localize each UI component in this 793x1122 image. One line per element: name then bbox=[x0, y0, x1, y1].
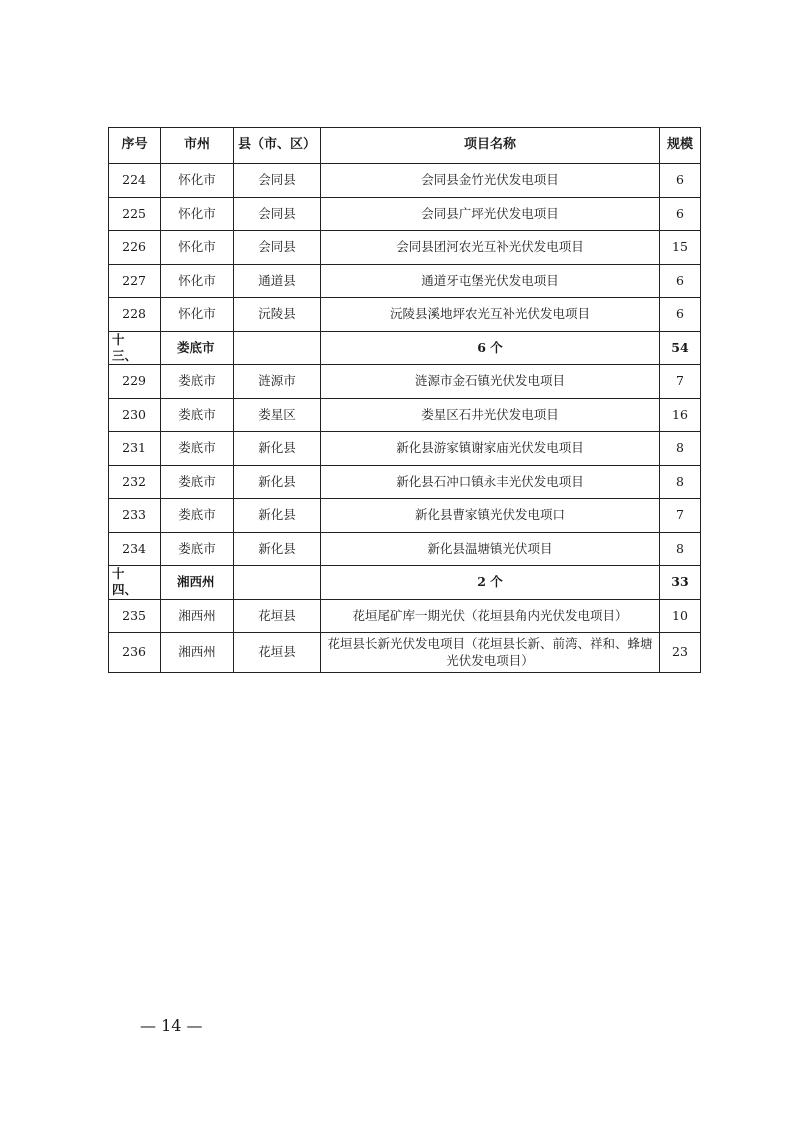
table-row bbox=[109, 432, 701, 466]
cell-no: 十四、 bbox=[109, 566, 161, 600]
cell-no: 224 bbox=[109, 164, 161, 198]
cell-scale: 7 bbox=[660, 499, 701, 533]
table-row bbox=[109, 264, 701, 298]
cell-project: 新化县曹家镇光伏发电项口 bbox=[321, 499, 660, 533]
cell-project: 新化县石冲口镇永丰光伏发电项目 bbox=[321, 465, 660, 499]
cell-scale: 6 bbox=[660, 197, 701, 231]
cell-no: 229 bbox=[109, 365, 161, 399]
cell-city: 湘西州 bbox=[161, 633, 234, 673]
cell-county: 新化县 bbox=[234, 465, 321, 499]
cell-no: 232 bbox=[109, 465, 161, 499]
cell-county: 涟源市 bbox=[234, 365, 321, 399]
cell-city: 怀化市 bbox=[161, 197, 234, 231]
cell-project: 沅陵县溪地坪农光互补光伏发电项目 bbox=[321, 298, 660, 332]
cell-city: 湘西州 bbox=[161, 566, 234, 600]
cell-project: 会同县广坪光伏发电项目 bbox=[321, 197, 660, 231]
cell-no: 233 bbox=[109, 499, 161, 533]
header-scale: 规模 bbox=[660, 128, 701, 164]
cell-county bbox=[234, 331, 321, 365]
header-project: 项目名称 bbox=[321, 128, 660, 164]
table-row bbox=[109, 465, 701, 499]
cell-county: 通道县 bbox=[234, 264, 321, 298]
cell-scale: 10 bbox=[660, 599, 701, 633]
table-header-row bbox=[109, 128, 701, 164]
table-row bbox=[109, 231, 701, 265]
cell-county: 花垣县 bbox=[234, 599, 321, 633]
cell-city: 娄底市 bbox=[161, 499, 234, 533]
table-row bbox=[109, 197, 701, 231]
cell-no: 225 bbox=[109, 197, 161, 231]
cell-county: 新化县 bbox=[234, 532, 321, 566]
cell-city: 怀化市 bbox=[161, 231, 234, 265]
project-table bbox=[108, 127, 701, 673]
cell-county: 会同县 bbox=[234, 231, 321, 265]
cell-project: 娄星区石井光伏发电项目 bbox=[321, 398, 660, 432]
cell-city: 湘西州 bbox=[161, 599, 234, 633]
cell-county: 会同县 bbox=[234, 197, 321, 231]
cell-no: 236 bbox=[109, 633, 161, 673]
cell-scale: 8 bbox=[660, 532, 701, 566]
cell-project: 会同县金竹光伏发电项目 bbox=[321, 164, 660, 198]
table-group-row bbox=[109, 331, 701, 365]
cell-city: 怀化市 bbox=[161, 298, 234, 332]
table-row bbox=[109, 532, 701, 566]
cell-city: 娄底市 bbox=[161, 532, 234, 566]
cell-no: 228 bbox=[109, 298, 161, 332]
cell-scale: 33 bbox=[660, 566, 701, 600]
cell-city: 娄底市 bbox=[161, 398, 234, 432]
cell-no: 230 bbox=[109, 398, 161, 432]
cell-county bbox=[234, 566, 321, 600]
cell-scale: 6 bbox=[660, 164, 701, 198]
cell-city: 娄底市 bbox=[161, 331, 234, 365]
table-row bbox=[109, 633, 701, 673]
cell-county: 花垣县 bbox=[234, 633, 321, 673]
cell-scale: 7 bbox=[660, 365, 701, 399]
table-row bbox=[109, 499, 701, 533]
cell-scale: 6 bbox=[660, 298, 701, 332]
cell-no: 231 bbox=[109, 432, 161, 466]
cell-project: 2 个 bbox=[321, 566, 660, 600]
table-group-row bbox=[109, 566, 701, 600]
cell-county: 娄星区 bbox=[234, 398, 321, 432]
cell-city: 娄底市 bbox=[161, 365, 234, 399]
cell-city: 怀化市 bbox=[161, 264, 234, 298]
cell-project: 花垣县长新光伏发电项目（花垣县长新、前湾、祥和、蜂塘光伏发电项目） bbox=[321, 633, 660, 673]
cell-no: 235 bbox=[109, 599, 161, 633]
header-city: 市州 bbox=[161, 128, 234, 164]
cell-project: 新化县游家镇谢家庙光伏发电项目 bbox=[321, 432, 660, 466]
cell-city: 娄底市 bbox=[161, 465, 234, 499]
cell-scale: 16 bbox=[660, 398, 701, 432]
cell-county: 新化县 bbox=[234, 432, 321, 466]
cell-scale: 8 bbox=[660, 432, 701, 466]
table-row bbox=[109, 164, 701, 198]
cell-project: 会同县团河农光互补光伏发电项目 bbox=[321, 231, 660, 265]
cell-county: 会同县 bbox=[234, 164, 321, 198]
cell-project: 新化县温塘镇光伏项目 bbox=[321, 532, 660, 566]
cell-scale: 54 bbox=[660, 331, 701, 365]
cell-no: 234 bbox=[109, 532, 161, 566]
table-row bbox=[109, 298, 701, 332]
cell-no: 226 bbox=[109, 231, 161, 265]
table-row bbox=[109, 599, 701, 633]
cell-project: 涟源市金石镇光伏发电项目 bbox=[321, 365, 660, 399]
header-no: 序号 bbox=[109, 128, 161, 164]
page-number: — 14 — bbox=[140, 1016, 203, 1035]
cell-city: 怀化市 bbox=[161, 164, 234, 198]
header-county: 县（市、区） bbox=[234, 128, 321, 164]
cell-scale: 6 bbox=[660, 264, 701, 298]
table-body bbox=[109, 164, 701, 673]
cell-scale: 15 bbox=[660, 231, 701, 265]
cell-county: 新化县 bbox=[234, 499, 321, 533]
cell-project: 花垣尾矿库一期光伏（花垣县角内光伏发电项目） bbox=[321, 599, 660, 633]
cell-scale: 23 bbox=[660, 633, 701, 673]
cell-scale: 8 bbox=[660, 465, 701, 499]
cell-no: 227 bbox=[109, 264, 161, 298]
cell-no: 十三、 bbox=[109, 331, 161, 365]
cell-city: 娄底市 bbox=[161, 432, 234, 466]
cell-county: 沅陵县 bbox=[234, 298, 321, 332]
cell-project: 通道牙屯堡光伏发电项目 bbox=[321, 264, 660, 298]
cell-project: 6 个 bbox=[321, 331, 660, 365]
table-row bbox=[109, 365, 701, 399]
table-row bbox=[109, 398, 701, 432]
